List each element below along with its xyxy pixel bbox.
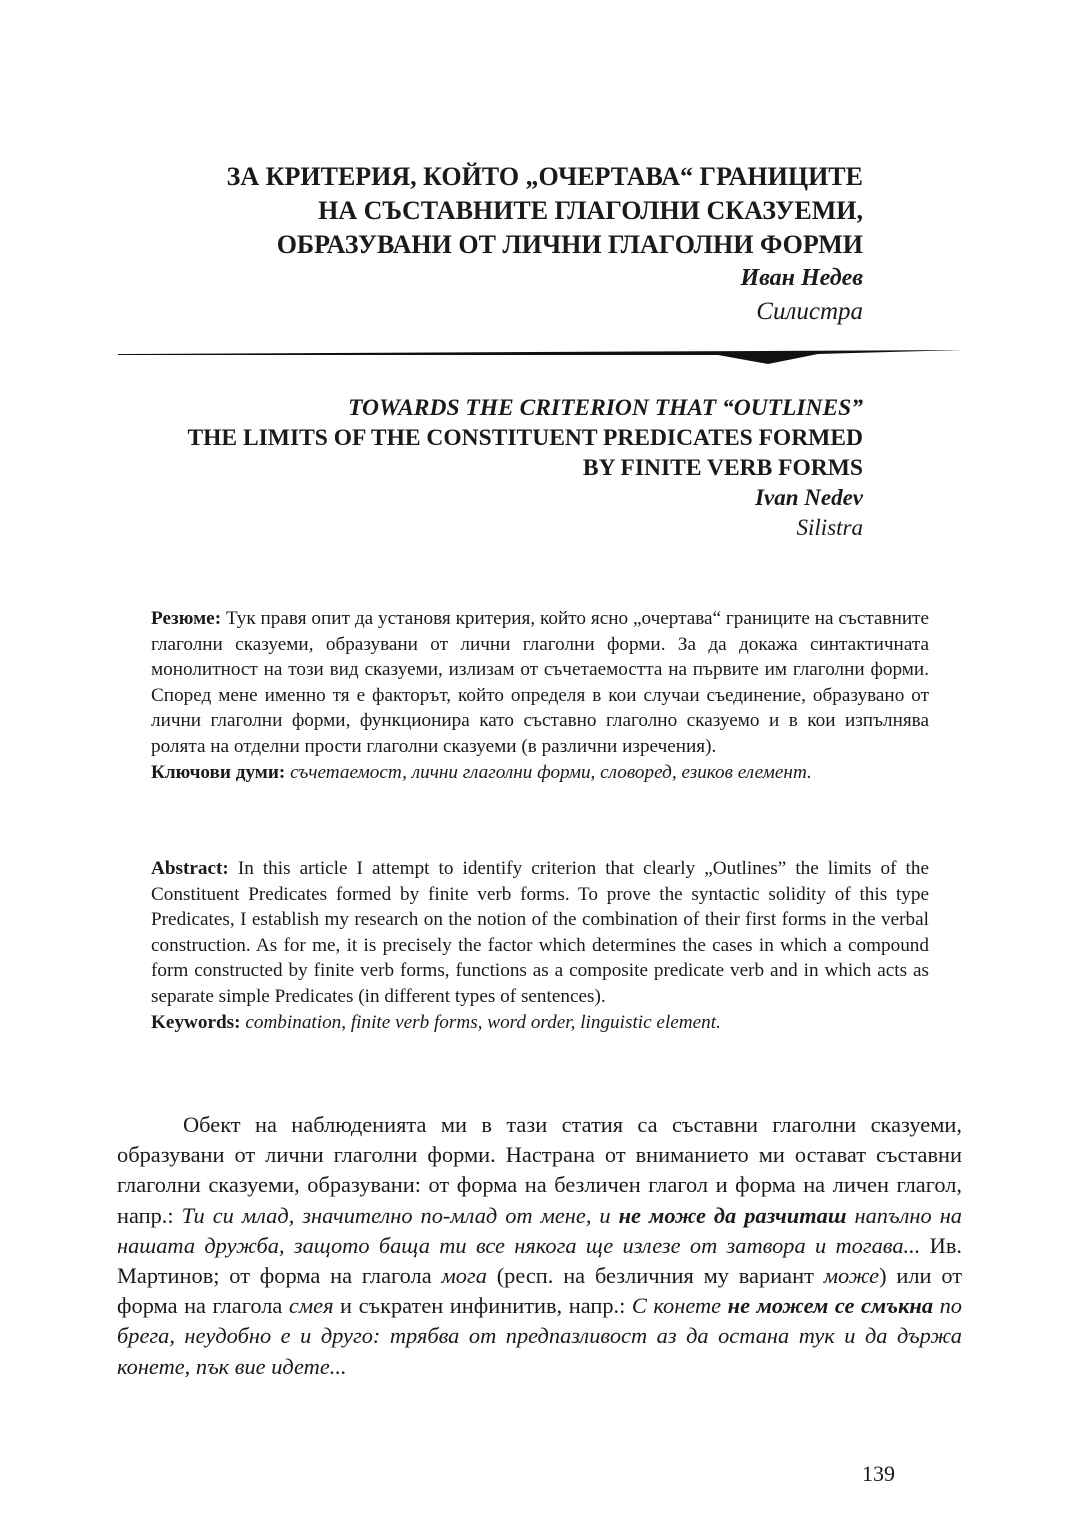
- abstract-paragraph: [151, 856, 929, 1010]
- highlighted-predicate: не можем се смъкна: [727, 1293, 934, 1319]
- verb-term: може: [823, 1263, 880, 1289]
- text-run: и съкратен инфинитив, напр.:: [333, 1293, 632, 1319]
- title-block-english: [187, 393, 863, 543]
- title-divider: [118, 340, 964, 364]
- title-line: ЗА КРИТЕРИЯ, КОЙТО „ОЧЕРТАВА“ ГРАНИЦИТЕ: [226, 162, 863, 191]
- author-affiliation: Silistra: [796, 515, 863, 540]
- title-line: ОБРАЗУВАНИ ОТ ЛИЧНИ ГЛАГОЛНИ ФОРМИ: [276, 230, 863, 259]
- title-block-bulgarian: [227, 160, 863, 330]
- text-run: Обект на наблюденията ми в тази статия са съставни глаголни сказуеми, образувани от лични глаголни форми. Настрана от вниманието ми остават съставни глаголни сказуеми, образувани: от форма на безличен глагол и форма на личен глагол, напр.:: [117, 1112, 962, 1228]
- keywords-label: Ключови думи:: [151, 761, 286, 783]
- example-quote: Ти си млад, значително по-млад от мене, и: [181, 1202, 619, 1228]
- summary-english: [151, 856, 929, 1035]
- summary-label: Резюме:: [151, 608, 222, 629]
- keywords-line: [151, 760, 929, 786]
- summary-bulgarian: [151, 606, 929, 785]
- abstract-text: In this article I attempt to identify criterion that clearly „Outlines” the limits of the Constituent Predicates formed by finite verb forms. To prove the syntactic solidity of this type Predicates, I establish my research on the notion of the combination of their first forms in the verbal construction. As for me, it is precisely the factor which determines the cases in which a compound form constructed by finite verb forms, functions as a composite predicate verb and in which acts as separate simple Predicates (in different types of sentences).: [151, 858, 929, 1007]
- abstract-label: Abstract:: [151, 858, 229, 879]
- title-line: THE LIMITS OF THE CONSTITUENT PREDICATES FORMED: [187, 425, 863, 451]
- author-name: Иван Недев: [740, 265, 863, 291]
- text-run: (респ. на безличния му вариант: [486, 1263, 824, 1289]
- highlighted-predicate: не може да разчиташ: [618, 1202, 847, 1228]
- verb-term: смея: [288, 1293, 334, 1319]
- keywords-text: съчетаемост, лични глаголни форми, словоред, езиков елемент.: [290, 761, 812, 783]
- title-line: BY FINITE VERB FORMS: [582, 455, 863, 481]
- summary-text: Тук правя опит да установя критерия, който ясно „очертава“ границите на съставните глаголни сказуеми, образувани от лични глаголни форми. За да докажа синтактичната монолитност на този вид сказуеми, излизам от съчетаемостта на първите им глаголни форми. Според мене именно тя е факторът, който определя в кои случаи съединение, образувано от лични глаголни форми, функционира като съставно глаголно сказуемо и в кои изпълнява ролята на отделни прости глаголни сказуеми (в различни изречения).: [151, 608, 930, 757]
- keywords-label: Keywords:: [151, 1011, 241, 1033]
- title-line: TOWARDS THE CRITERION THAT “OUTLINES”: [348, 395, 863, 421]
- author-name: Ivan Nedev: [755, 485, 863, 510]
- text-run: Ив. Мартинов; от форма на глагола: [117, 1232, 962, 1289]
- example-quote: по брега, неудобно е и друго: трябва от предпазливост аз да остана тук и да държа конете, пък вие идете...: [117, 1293, 962, 1379]
- body-text: [117, 1110, 962, 1382]
- keywords-text: combination, finite verb forms, word order, linguistic element.: [245, 1011, 721, 1033]
- body-paragraph: [117, 1110, 962, 1382]
- text-run: ) или от форма на глагола: [117, 1263, 963, 1319]
- verb-term: мога: [441, 1263, 487, 1289]
- keywords-line: [151, 1010, 929, 1036]
- author-affiliation: Силистра: [756, 298, 863, 325]
- example-quote: напълно на нашата дружба, защото баща ти все някога ще излезе от затвора и тогава...: [117, 1202, 962, 1258]
- title-line: НА СЪСТАВНИТЕ ГЛАГОЛНИ СКАЗУЕМИ,: [318, 196, 863, 225]
- summary-paragraph: [151, 606, 929, 760]
- example-quote: С конете: [631, 1293, 728, 1319]
- page-number: 139: [862, 1461, 895, 1486]
